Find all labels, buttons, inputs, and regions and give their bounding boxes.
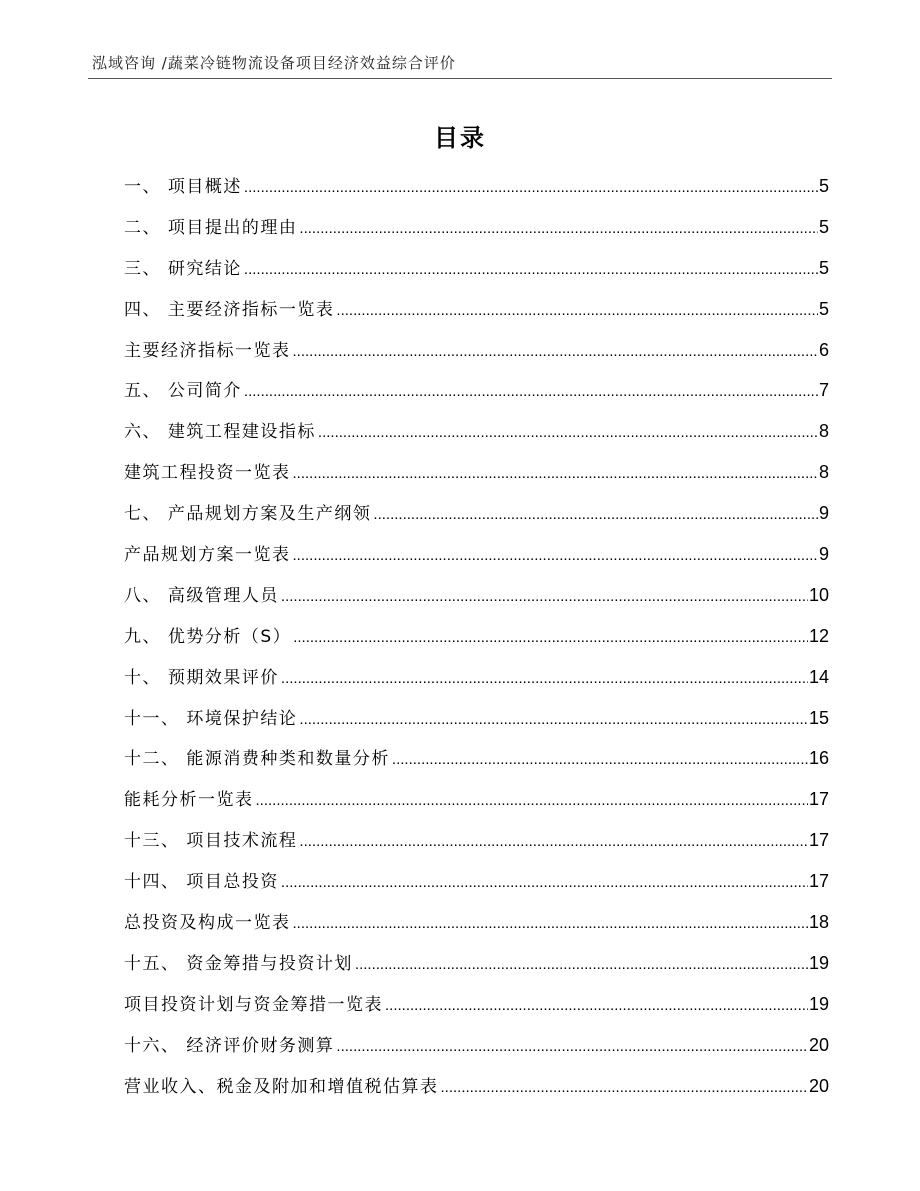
toc-entry-label: 建筑工程投资一览表 <box>124 463 291 484</box>
toc-leader-dots <box>281 874 808 891</box>
toc-leader-dots <box>256 792 808 809</box>
toc-entry-page: 20 <box>808 1034 829 1055</box>
toc-entry-label: 九、 优势分析（S） <box>124 626 292 647</box>
table-of-contents <box>124 172 829 1112</box>
toc-entry[interactable] <box>124 213 829 254</box>
toc-leader-dots <box>392 751 808 768</box>
header-divider <box>88 78 832 79</box>
toc-entry-label: 十一、 环境保护结论 <box>124 708 298 729</box>
toc-entry-page: 7 <box>818 380 829 401</box>
toc-entry[interactable] <box>124 744 829 785</box>
toc-entry-page: 5 <box>818 257 829 278</box>
toc-entry-page: 16 <box>808 748 829 769</box>
toc-leader-dots <box>244 179 818 196</box>
toc-entry[interactable] <box>124 663 829 704</box>
toc-leader-dots <box>336 1038 808 1055</box>
toc-entry-label: 营业收入、税金及附加和增值税估算表 <box>124 1076 439 1097</box>
toc-entry-page: 15 <box>808 707 829 728</box>
toc-entry-page: 18 <box>808 912 829 933</box>
toc-entry-page: 6 <box>818 339 829 360</box>
toc-entry-label: 能耗分析一览表 <box>124 790 254 811</box>
toc-entry-page: 9 <box>818 503 829 524</box>
toc-entry-label: 一、 项目概述 <box>124 177 242 197</box>
toc-entry-label: 三、 研究结论 <box>124 258 242 279</box>
toc-entry[interactable] <box>124 499 829 540</box>
toc-entry[interactable] <box>124 172 829 213</box>
toc-entry-page: 5 <box>818 176 829 196</box>
toc-entry-page: 20 <box>808 1075 829 1096</box>
toc-entry-page: 17 <box>808 789 829 810</box>
toc-entry-page: 14 <box>808 666 829 687</box>
toc-entry-page: 8 <box>818 462 829 483</box>
toc-entry[interactable] <box>124 540 829 581</box>
toc-leader-dots <box>385 997 808 1014</box>
toc-entry-label: 产品规划方案一览表 <box>124 545 291 566</box>
toc-leader-dots <box>299 833 808 850</box>
toc-entry-label: 五、 公司简介 <box>124 381 242 402</box>
toc-entry[interactable] <box>124 908 829 949</box>
toc-entry[interactable] <box>124 704 829 745</box>
toc-entry-page: 9 <box>818 544 829 565</box>
page-header: 泓域咨询 /蔬菜冷链物流设备项目经济效益综合评价 <box>92 54 456 72</box>
toc-entry[interactable] <box>124 376 829 417</box>
toc-leader-dots <box>299 220 818 237</box>
toc-entry[interactable] <box>124 1031 829 1072</box>
toc-entry-label: 十、 预期效果评价 <box>124 667 279 688</box>
toc-leader-dots <box>293 547 818 564</box>
toc-entry-label: 主要经济指标一览表 <box>124 340 291 361</box>
toc-leader-dots <box>281 670 808 687</box>
toc-entry[interactable] <box>124 417 829 458</box>
toc-entry[interactable] <box>124 622 829 663</box>
toc-entry-page: 19 <box>808 993 829 1014</box>
toc-leader-dots <box>336 302 818 319</box>
toc-leader-dots <box>318 424 818 441</box>
toc-entry-page: 5 <box>818 298 829 319</box>
toc-entry[interactable] <box>124 990 829 1031</box>
toc-entry[interactable] <box>124 867 829 908</box>
toc-entry-page: 5 <box>818 216 829 237</box>
toc-entry[interactable] <box>124 785 829 826</box>
toc-entry-label: 四、 主要经济指标一览表 <box>124 299 335 320</box>
toc-title: 目录 <box>434 124 486 152</box>
toc-entry-label: 七、 产品规划方案及生产纲领 <box>124 504 372 525</box>
toc-entry[interactable] <box>124 336 829 377</box>
toc-leader-dots <box>293 343 818 360</box>
toc-leader-dots <box>373 506 818 523</box>
toc-entry-label: 六、 建筑工程建设指标 <box>124 422 316 443</box>
toc-entry-label: 十二、 能源消费种类和数量分析 <box>124 749 390 770</box>
toc-entry-page: 17 <box>808 830 829 851</box>
toc-entry[interactable] <box>124 458 829 499</box>
toc-entry-label: 八、 高级管理人员 <box>124 585 279 606</box>
toc-entry[interactable] <box>124 949 829 990</box>
toc-entry-label: 十六、 经济评价财务测算 <box>124 1035 335 1056</box>
toc-entry[interactable] <box>124 826 829 867</box>
toc-entry-label: 总投资及构成一览表 <box>124 913 291 934</box>
toc-entry-label: 十三、 项目技术流程 <box>124 831 298 852</box>
toc-leader-dots <box>293 915 808 932</box>
toc-leader-dots <box>299 711 808 728</box>
toc-entry[interactable] <box>124 1072 829 1113</box>
toc-entry-page: 12 <box>808 625 829 646</box>
toc-leader-dots <box>244 383 818 400</box>
toc-entry[interactable] <box>124 581 829 622</box>
toc-leader-dots <box>293 465 818 482</box>
toc-leader-dots <box>244 261 818 278</box>
toc-entry-label: 二、 项目提出的理由 <box>124 217 298 238</box>
toc-leader-dots <box>441 1079 808 1096</box>
toc-entry-label: 十五、 资金筹措与投资计划 <box>124 953 353 974</box>
toc-entry-page: 19 <box>808 952 829 973</box>
toc-entry-page: 10 <box>808 584 829 605</box>
toc-leader-dots <box>293 629 808 646</box>
toc-entry-page: 8 <box>818 421 829 442</box>
toc-entry-label: 十四、 项目总投资 <box>124 872 279 893</box>
toc-leader-dots <box>281 588 808 605</box>
toc-entry[interactable] <box>124 295 829 336</box>
toc-leader-dots <box>355 956 808 973</box>
toc-entry-page: 17 <box>808 871 829 892</box>
toc-entry-label: 项目投资计划与资金筹措一览表 <box>124 994 383 1015</box>
toc-entry[interactable] <box>124 254 829 295</box>
